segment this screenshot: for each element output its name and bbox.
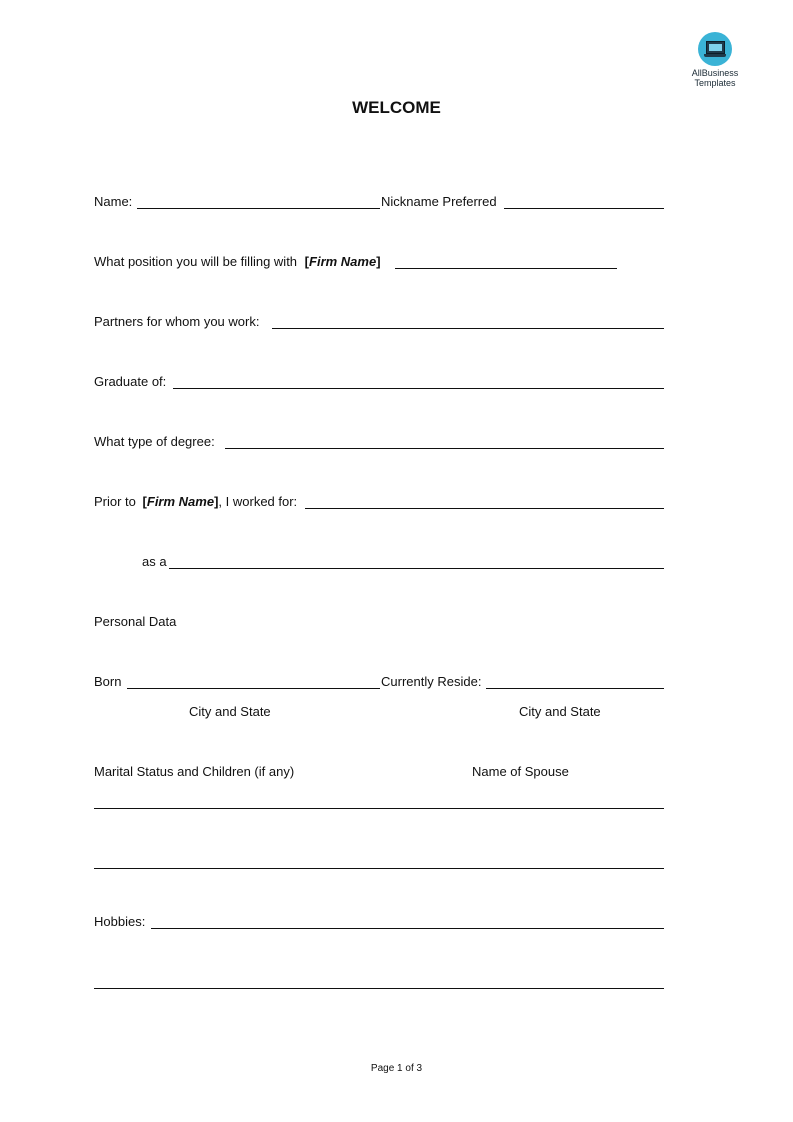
hobbies-field-line-1[interactable] (151, 928, 664, 929)
marital-field-line-2[interactable] (94, 868, 664, 869)
graduate-label: Graduate of: (94, 374, 167, 389)
nickname-label: Nickname Preferred (381, 194, 497, 209)
position-field[interactable] (395, 268, 617, 269)
born-field[interactable] (127, 688, 380, 689)
personal-data-heading: Personal Data (94, 614, 177, 629)
born-city-state-hint: City and State (189, 704, 271, 719)
name-label: Name: (94, 194, 133, 209)
born-label: Born (94, 674, 122, 689)
company-logo (685, 32, 745, 88)
firm-name-placeholder: [Firm Name] (142, 494, 219, 509)
marital-label: Marital Status and Children (if any) (94, 764, 295, 779)
partners-label: Partners for whom you work: (94, 314, 260, 329)
prior-employer-field[interactable] (305, 508, 664, 509)
laptop-icon (698, 32, 732, 66)
nickname-field[interactable] (504, 208, 664, 209)
marital-field-line-1[interactable] (94, 808, 664, 809)
hobbies-label: Hobbies: (94, 914, 146, 929)
prior-label-post: , I worked for: (218, 494, 298, 509)
position-label-text: What position you will be filling with (94, 254, 298, 269)
hobbies-field-line-2[interactable] (94, 988, 664, 989)
logo-text (685, 68, 745, 88)
partners-field[interactable] (272, 328, 664, 329)
as-a-label: as a (142, 554, 167, 569)
position-label (94, 254, 381, 270)
reside-city-state-hint: City and State (519, 704, 601, 719)
page-number: Page 1 of 3 (370, 1063, 423, 1074)
degree-label: What type of degree: (94, 434, 215, 449)
firm-name-placeholder: [Firm Name] (304, 254, 381, 269)
prior-label (94, 494, 297, 510)
logo-line-1: AllBusiness (691, 68, 739, 78)
graduate-field[interactable] (173, 388, 664, 389)
prior-role-field[interactable] (169, 568, 664, 569)
prior-label-pre: Prior to (94, 494, 136, 509)
logo-line-2: Templates (694, 78, 736, 88)
spouse-label: Name of Spouse (472, 764, 569, 779)
page-title: WELCOME (352, 98, 441, 117)
name-field[interactable] (137, 208, 380, 209)
reside-label: Currently Reside: (381, 674, 482, 689)
reside-field[interactable] (486, 688, 664, 689)
degree-field[interactable] (225, 448, 664, 449)
